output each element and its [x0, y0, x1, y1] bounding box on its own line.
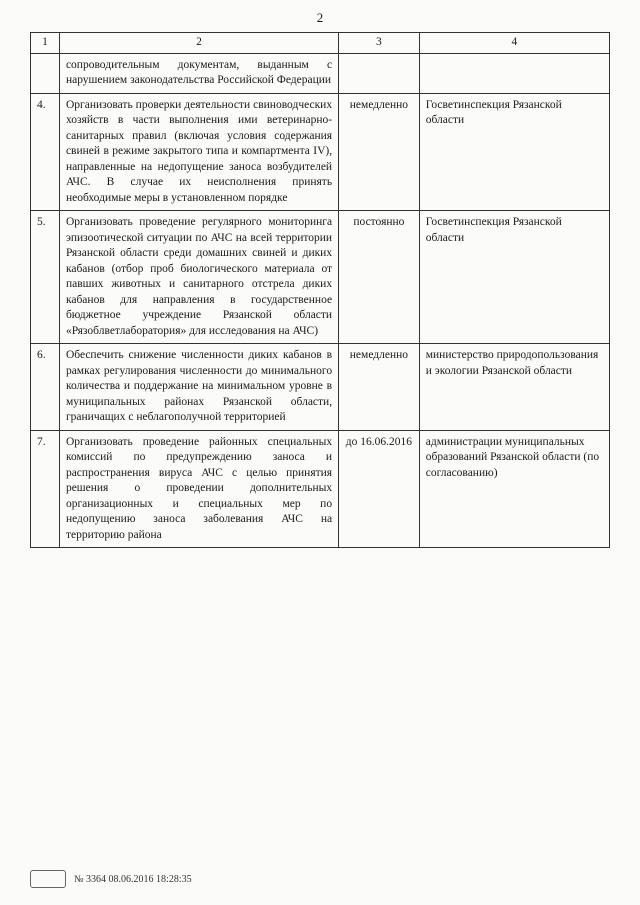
page-number: 2 — [316, 10, 324, 25]
row-term — [339, 53, 420, 93]
row-task: Организовать проверки деятельности свиноводческих хозяйств в части выполнения ими ветеринарно-санитарных правил (включая условия содержания свиней в режиме закрытого типа и компартмента IV), направленные на недопущение заноса возбудителей АЧС. В случае их неисполнения принять необходимые меры в установленном порядке — [59, 93, 338, 211]
row-responsible: Госветинспекция Рязанской области — [419, 93, 609, 211]
header-col-2: 2 — [59, 33, 338, 54]
table-row — [31, 53, 610, 93]
registration-footer — [30, 870, 610, 888]
row-responsible: администрации муниципальных образований Рязанской области (по согласованию) — [419, 430, 609, 548]
row-term: немедленно — [339, 93, 420, 211]
row-responsible — [419, 53, 609, 93]
table-row — [31, 430, 610, 548]
header-col-1: 1 — [31, 33, 60, 54]
row-term: до 16.06.2016 — [339, 430, 420, 548]
plan-table — [30, 32, 610, 548]
table-row — [31, 344, 610, 431]
table-row — [31, 93, 610, 211]
row-term: постоянно — [339, 211, 420, 344]
row-responsible: министерство природопользования и экологии Рязанской области — [419, 344, 609, 431]
row-number: 7. — [31, 430, 60, 548]
registration-text: № 3364 08.06.2016 18:28:35 — [74, 873, 192, 885]
header-col-3: 3 — [339, 33, 420, 54]
row-task: сопроводительным документам, выданным с нарушением законодательства Российской Федерации — [59, 53, 338, 93]
row-number: 6. — [31, 344, 60, 431]
header-col-4: 4 — [419, 33, 609, 54]
row-task: Организовать проведение районных специальных комиссий по предупреждению заноса и распространения вируса АЧС с целью принятия решения о проведении дополнительных организационных и специальных мер по недопущению заноса заболевания АЧС на территорию района — [59, 430, 338, 548]
table-row — [31, 211, 610, 344]
row-task: Организовать проведение регулярного мониторинга эпизоотической ситуации по АЧС на всей территории Рязанской области среди домашних свиней и диких кабанов (отбор проб биологического материала от павших животных и санитарного отстрела диких кабанов для направления в государственное бюджетное учреждение Рязанской области «Рязоблветлаборатория» для исследования на АЧС) — [59, 211, 338, 344]
row-term: немедленно — [339, 344, 420, 431]
table-header-row — [31, 33, 610, 54]
row-number — [31, 53, 60, 93]
row-number: 5. — [31, 211, 60, 344]
row-task: Обеспечить снижение численности диких кабанов в рамках регулирования численности до минимального количества и поддержание на минимальном уровне в муниципальных районах Рязанской области, граничащих с неблагополучной территорией — [59, 344, 338, 431]
row-number: 4. — [31, 93, 60, 211]
stamp-icon — [30, 870, 66, 888]
row-responsible: Госветинспекция Рязанской области — [419, 211, 609, 344]
